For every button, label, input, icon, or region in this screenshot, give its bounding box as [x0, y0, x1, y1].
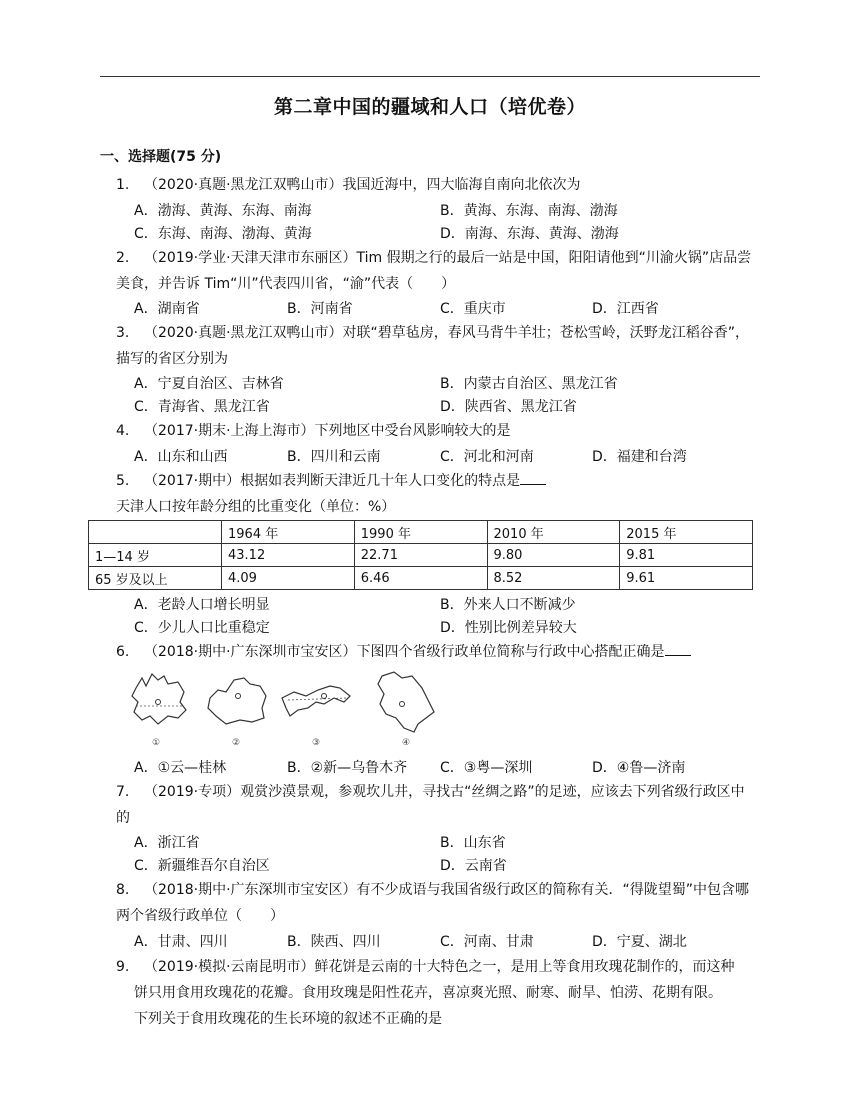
question-stem: （2019·专项）观赏沙漠景观，参观坎儿井，寻找古“丝绸之路”的足迹，应该去下列省级行政区中 — [144, 784, 745, 800]
province-map-3 — [278, 668, 354, 732]
table-cell: 2015 年 — [620, 521, 753, 544]
option-c[interactable]: C．新疆维吾尔自治区 — [134, 858, 270, 874]
table-caption: 天津人口按年龄分组的比重变化（单位：%） — [116, 499, 396, 515]
question-stem: （2019·模拟·云南昆明市）鲜花饼是云南的十大特色之一，是用上等食用玫瑰花制作的，而这种 — [144, 959, 735, 975]
option-b[interactable]: B．②新—乌鲁木齐 — [287, 760, 408, 776]
table-row — [89, 544, 753, 567]
question-number: 8. — [116, 882, 130, 898]
option-c[interactable]: C．河南、甘肃 — [440, 934, 534, 950]
option-d[interactable]: D．江西省 — [592, 301, 659, 317]
question-stem-cont: 饼只用食用玫瑰花的花瓣。食用玫瑰是阳性花卉，喜凉爽光照、耐寒、耐旱、怕涝、花期有限。 — [134, 985, 722, 1001]
option-b[interactable]: B．黄海、东海、南海、渤海 — [440, 203, 618, 219]
table-header-row — [89, 521, 753, 544]
question-number: 2. — [116, 250, 130, 266]
option-d[interactable]: D．性别比例差异较大 — [440, 620, 577, 636]
question-stem-cont: 的 — [116, 810, 130, 826]
question-7 — [116, 780, 766, 804]
question-stem-cont: 下列关于食用玫瑰花的生长环境的叙述不正确的是 — [134, 1011, 442, 1027]
question-stem: （2020·真题·黑龙江双鸭山市）我国近海中，四大临海自南向北依次为 — [144, 177, 581, 193]
option-b[interactable]: B．外来人口不断减少 — [440, 597, 576, 613]
question-number: 7. — [116, 784, 130, 800]
option-a[interactable]: A．老龄人口增长明显 — [134, 597, 270, 613]
question-stem: （2018·期中·广东深圳市宝安区）有不少成语与我国省级行政区的简称有关．“得陇望蜀”中包含哪 — [144, 882, 750, 898]
question-5 — [116, 469, 766, 493]
population-table — [88, 520, 753, 590]
option-d[interactable]: D．福建和台湾 — [592, 449, 687, 465]
question-stem: （2019·学业·天津天津市东丽区）Tim 假期之行的最后一站是中国，阳阳请他到“川渝火锅”店品尝 — [144, 250, 752, 266]
option-c[interactable]: C．东海、南海、渤海、黄海 — [134, 226, 312, 242]
question-4 — [116, 419, 766, 443]
table-cell: 1—14 岁 — [89, 544, 222, 567]
option-c[interactable]: C．青海省、黑龙江省 — [134, 399, 270, 415]
question-stem: （2017·期末·上海上海市）下列地区中受台风影响较大的是 — [144, 423, 511, 439]
option-c[interactable]: C．少儿人口比重稳定 — [134, 620, 270, 636]
question-1 — [116, 173, 766, 197]
province-map-4 — [372, 668, 438, 738]
table-cell: 6.46 — [354, 567, 487, 590]
question-stem: （2017·期中）根据如表判断天津近几十年人口变化的特点是 — [144, 473, 521, 489]
table-cell: 1964 年 — [222, 521, 355, 544]
table-cell: 4.09 — [222, 567, 355, 590]
map-label: ① — [152, 738, 161, 748]
question-number: 9. — [116, 959, 130, 975]
map-label: ③ — [312, 738, 321, 748]
option-a[interactable]: A．渤海、黄海、东海、南海 — [134, 203, 312, 219]
option-b[interactable]: B．陕西、四川 — [287, 934, 381, 950]
map-label: ④ — [402, 738, 411, 748]
question-stem: （2018·期中·广东深圳市宝安区）下图四个省级行政单位简称与行政中心搭配正确是 — [144, 644, 665, 660]
table-cell: 9.81 — [620, 544, 753, 567]
option-a[interactable]: A．甘肃、四川 — [134, 934, 228, 950]
province-map-2 — [204, 668, 270, 732]
option-a[interactable]: A．湖南省 — [134, 301, 200, 317]
question-number: 1. — [116, 177, 130, 193]
option-d[interactable]: D．陕西省、黑龙江省 — [440, 399, 577, 415]
option-b[interactable]: B．河南省 — [287, 301, 353, 317]
option-d[interactable]: D．南海、东海、黄海、渤海 — [440, 226, 619, 242]
table-cell: 1990 年 — [354, 521, 487, 544]
table-row — [89, 567, 753, 590]
table-cell: 2010 年 — [487, 521, 620, 544]
answer-blank — [665, 641, 691, 656]
table-cell — [89, 521, 222, 544]
page-title: 第二章中国的疆域和人口（培优卷） — [273, 96, 586, 118]
section-heading: 一、选择题(75 分) — [100, 149, 222, 165]
question-number: 4. — [116, 423, 130, 439]
table-cell: 8.52 — [487, 567, 620, 590]
option-a[interactable]: A．山东和山西 — [134, 449, 228, 465]
question-number: 3. — [116, 325, 130, 341]
option-a[interactable]: A．宁夏自治区、吉林省 — [134, 376, 284, 392]
question-stem-cont: 描写的省区分别为 — [116, 351, 228, 367]
option-d[interactable]: D．宁夏、湖北 — [592, 934, 687, 950]
question-stem-cont: 两个省级行政单位（ ） — [116, 908, 284, 924]
option-d[interactable]: D．云南省 — [440, 858, 507, 874]
option-b[interactable]: B．内蒙古自治区、黑龙江省 — [440, 376, 618, 392]
question-number: 6. — [116, 644, 130, 660]
option-b[interactable]: B．山东省 — [440, 835, 506, 851]
question-9 — [116, 955, 766, 979]
province-map-1 — [128, 668, 190, 732]
province-maps — [128, 668, 438, 748]
question-number: 5. — [116, 473, 130, 489]
option-d[interactable]: D．④鲁—济南 — [592, 760, 686, 776]
question-6 — [116, 640, 766, 664]
option-c[interactable]: C．③粤—深圳 — [440, 760, 533, 776]
option-a[interactable]: A．①云—桂林 — [134, 760, 227, 776]
option-a[interactable]: A．浙江省 — [134, 835, 200, 851]
option-c[interactable]: C．重庆市 — [440, 301, 506, 317]
question-stem: （2020·真题·黑龙江双鸭山市）对联“碧草毡房，春风马背牛羊壮；苍松雪岭，沃野龙江稻谷香”， — [144, 325, 750, 341]
header-rule — [100, 76, 760, 77]
question-2 — [116, 246, 766, 270]
option-b[interactable]: B．四川和云南 — [287, 449, 381, 465]
table-cell: 43.12 — [222, 544, 355, 567]
map-label: ② — [232, 738, 241, 748]
table-cell: 22.71 — [354, 544, 487, 567]
option-c[interactable]: C．河北和河南 — [440, 449, 534, 465]
question-8 — [116, 878, 766, 902]
answer-blank — [520, 470, 546, 485]
question-stem-cont: 美食，并告诉 Tim“川”代表四川省，“渝”代表（ ） — [116, 276, 456, 292]
table-cell: 9.61 — [620, 567, 753, 590]
table-cell: 9.80 — [487, 544, 620, 567]
table-cell: 65 岁及以上 — [89, 567, 222, 590]
question-3 — [116, 321, 766, 345]
